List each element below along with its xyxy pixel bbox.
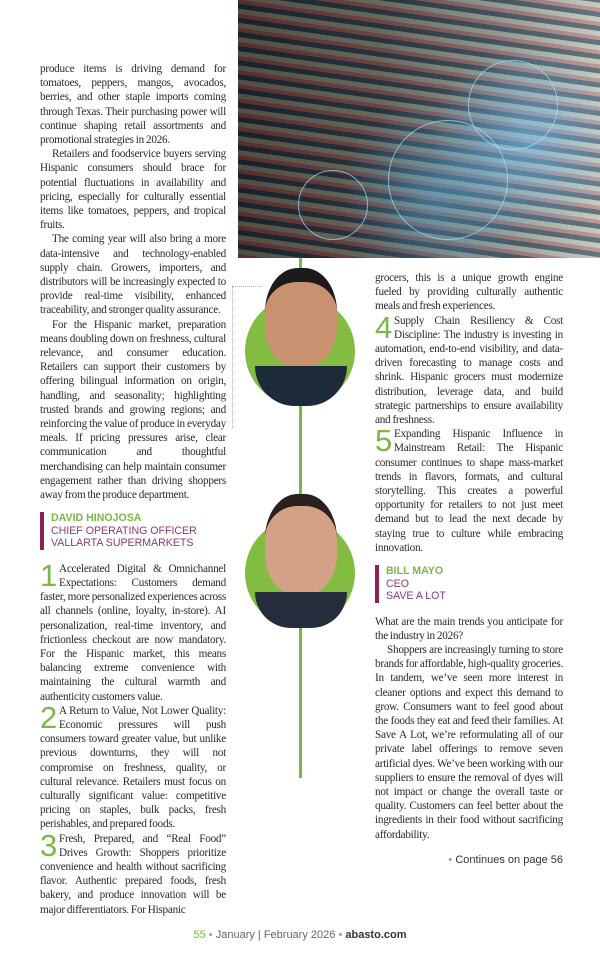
person-title: CEO <box>386 577 409 590</box>
person-company: SAVE A LOT <box>386 590 446 603</box>
question: What are the main trends you anticipate for the industry in 2026? <box>375 615 563 642</box>
trend-text: Fresh, Prepared, and “Real Food” Drives Growth: Shoppers prioritize convenience and health without sacrificing flavor. Authentic prepared foods, fresh bakery, and produce innovation will be major differentiators. For Hispanic <box>40 832 226 916</box>
trend-number: 1 <box>40 561 57 593</box>
paragraph: produce items is driving demand for tomatoes, peppers, mangos, avocados, berries, and other staple imports coming through Texas. Their purchasing power will continue shaping retail assortments and promotional strategies in 2026. <box>40 63 226 147</box>
trend-item <box>40 832 226 917</box>
trend-number: 5 <box>375 427 392 459</box>
trends-list-right <box>375 271 563 555</box>
issue-date: January | February 2026 <box>215 928 336 941</box>
trends-list-left <box>40 562 226 917</box>
trend-text: Accelerated Digital & Omnichannel Expectations: Customers demand faster, more personalized experiences across all channels (online, loyalty, in-store). AI personalization, real-time inventory, and frictionless checkout are now mandatory. For the Hispanic market, this means balancing extreme convenience with maintaining the cultural warmth and authenticity customers value. <box>40 562 226 703</box>
qa-section <box>375 615 563 842</box>
answer: Shoppers are increasingly turning to store brands for affordable, high-quality groceries. In tandem, we’ve seen more interest in cleaner options and expect this demand to grow. Consumers want to feel good about the foods they eat and feed their families. At Save A Lot, we’re reformulating all of our private label offerings to remove seven artificial dyes. We’ve been working with our suppliers to ensure the removal of dyes will not impact or change the overall taste or quality. Customers can feel better about the ingredients in their food without sacrificing affordability. <box>375 643 563 841</box>
trend-item <box>40 562 226 704</box>
page-footer <box>0 917 600 955</box>
trend-item <box>375 314 563 428</box>
person-title: CHIEF OPERATING OFFICER <box>51 524 197 537</box>
person-company: VALLARTA SUPERMARKETS <box>51 537 194 550</box>
page-number: 55 <box>193 928 206 941</box>
paragraph: The coming year will also bring a more data-intensive and technology-enabled supply chain. Growers, importers, and distributors will be increasingly expected to provide real-time visibility, enhanced traceability, and stronger quality assurance. <box>40 233 226 317</box>
continues-link[interactable] <box>375 854 563 866</box>
trend-number: 3 <box>40 831 57 863</box>
left-column <box>40 0 226 917</box>
trend-number: 4 <box>375 313 392 345</box>
continues-text: Continues on page 56 <box>455 853 563 866</box>
person-caption-david-hinojosa <box>40 512 226 550</box>
person-caption-bill-mayo <box>375 565 563 603</box>
trend-text: A Return to Value, Not Lower Quality: Economic pressures will push consumers toward greater value, but unlike previous downturns, they will not compromise on freshness, quality, or cultural relevance. Retailers must focus on culturally significant value: competitive pricing on staples, bulk packs, fresh perishables, and prepared foods. <box>40 704 226 831</box>
trend-text: Expanding Hispanic Influence in Mainstream Retail: The Hispanic consumer continues to shape mass-market trends in flavors, formats, and cultural storytelling. This creates a powerful opportunity for retailers to not just meet demand but to lead the next decade by staying true to culture while embracing innovation. <box>375 428 563 554</box>
person-name: BILL MAYO <box>386 565 444 578</box>
person-name: DAVID HINOJOSA <box>51 512 142 525</box>
trend-continued: grocers, this is a unique growth engine fueled by providing culturally authentic meals and fresh experiences. <box>375 272 563 313</box>
paragraph: For the Hispanic market, preparation means doubling down on freshness, cultural relevance, and consumer education. Retailers can support their customers by offering bilingual information on origin, handling, and seasonality; highlighting trusted brands and growing regions; and reinforcing the value of produce in everyday meals. If pricing pressures arise, clear communication and thoughtful merchandising can help maintain consumer engagement rather than driving shoppers away from the produce department. <box>40 318 226 502</box>
trend-item <box>40 704 226 832</box>
trend-item <box>375 427 563 555</box>
left-column-intro <box>40 62 226 502</box>
bullet-icon: • <box>448 853 453 866</box>
site-name: abasto.com <box>345 928 407 941</box>
separator-dot: • <box>208 928 216 941</box>
trend-number: 2 <box>40 703 57 735</box>
right-column <box>375 0 563 866</box>
separator-dot: • <box>338 928 346 941</box>
trend-text: Supply Chain Resiliency & Cost Discipline: The industry is investing in automation, end-to-end visibility, and data-driven forecasting to manage costs and shrink. Hispanic grocers must modernize distribution, leverage data, and build strategic partnerships to ensure availability and freshness. <box>375 314 563 427</box>
paragraph: Retailers and foodservice buyers serving Hispanic consumers should brace for potential fluctuations in availability and pricing, especially for culturally essential items like tomatoes, peppers, and tropical fruits. <box>40 148 226 232</box>
